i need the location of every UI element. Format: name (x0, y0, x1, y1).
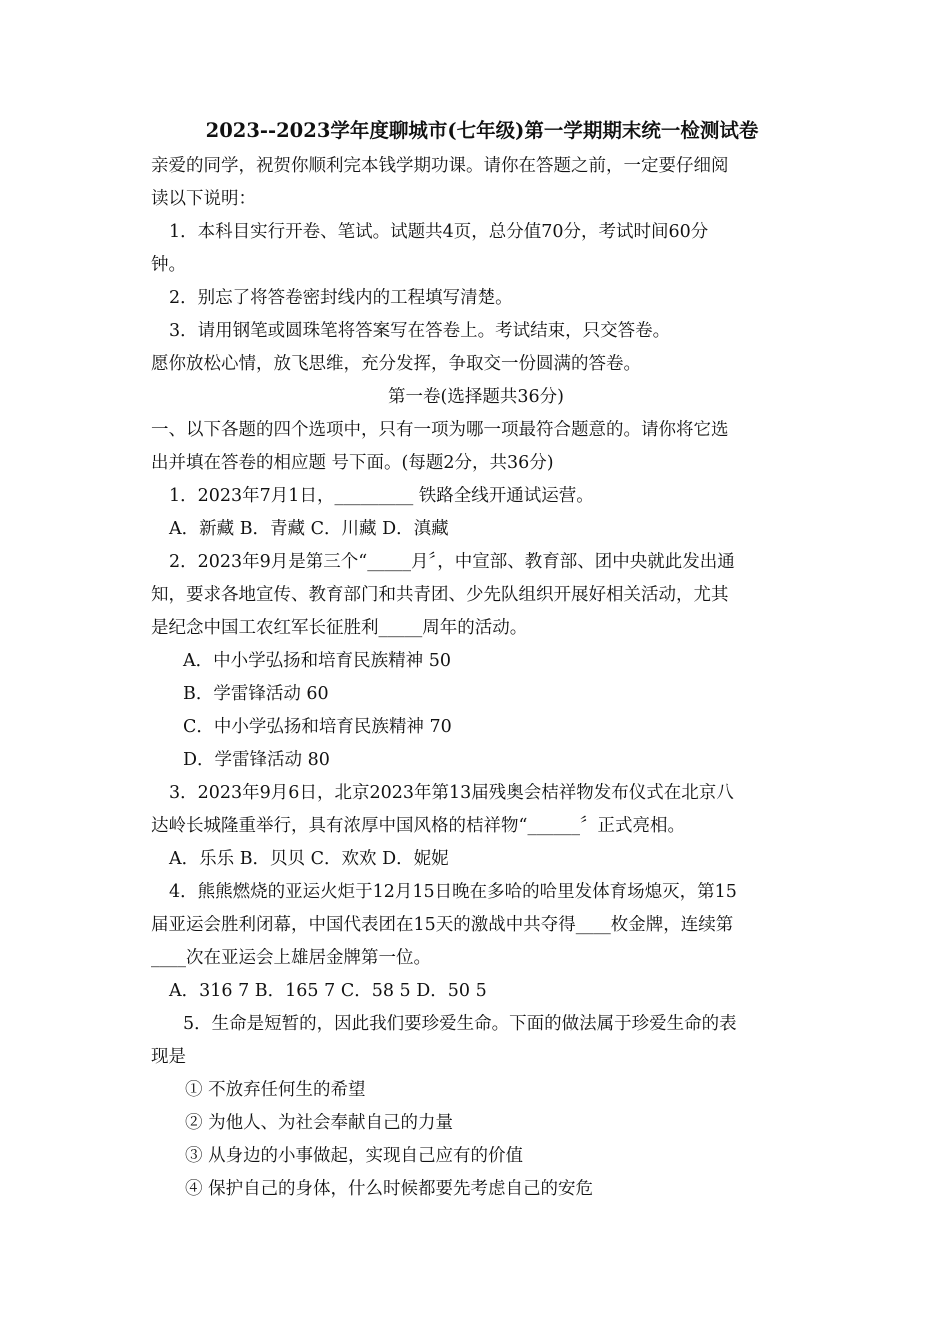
instruction-item-2: 2．别忘了将答卷密封线内的工程填写清楚。 (169, 288, 513, 308)
question-4-stem: 4．熊熊燃烧的亚运火炬于12月15日晚在多哈的哈里发体育场熄灭，第15 (169, 882, 737, 902)
question-1-options: A．新藏 B．青藏 C．川藏 D．滇藏 (169, 519, 449, 539)
section-instruction: 一、以下各题的四个选项中，只有一项为哪一项最符合题意的。请你将它选 (151, 420, 729, 440)
instruction-item-1: 1．本科目实行开卷、笔试。试题共4页，总分值70分，考试时间60分 (169, 222, 709, 242)
section-heading: 第一卷(选择题共36分) (388, 387, 564, 407)
exam-page (151, 112, 801, 1206)
section-instruction: 出并填在答卷的相应题 号下面。(每题2分，共36分) (151, 453, 554, 473)
instruction-item-1-cont: 钟。 (151, 255, 186, 275)
question-4-stem: 届亚运会胜利闭幕，中国代表团在15天的激战中共夺得____枚金牌，连续第 (151, 915, 734, 935)
question-3-options: A．乐乐 B．贝贝 C．欢欢 D．妮妮 (169, 849, 449, 869)
question-2-option-c: C．中小学弘扬和培育民族精神 70 (183, 717, 452, 737)
question-2-stem: 是纪念中国工农红军长征胜利_____周年的活动。 (151, 618, 528, 638)
question-5-item-2: ② 为他人、为社会奉献自己的力量 (185, 1113, 454, 1133)
question-3-stem: 达岭长城隆重举行，具有浓厚中国风格的桔祥物“______〞正式亮相。 (151, 816, 685, 836)
question-4-options: A．316 7 B．165 7 C．58 5 D．50 5 (169, 981, 487, 1001)
question-5-item-4: ④ 保护自己的身体，什么时候都要先考虑自己的安危 (185, 1179, 594, 1199)
intro-closing: 愿你放松心情，放飞思维，充分发挥，争取交一份圆满的答卷。 (151, 354, 641, 374)
question-1-stem: 1．2023年7月1日，_________ 铁路全线开通试运营。 (169, 486, 594, 506)
question-5-stem: 现是 (151, 1047, 186, 1067)
instruction-item-3: 3．请用钢笔或圆珠笔将答案写在答卷上。考试结束，只交答卷。 (169, 321, 671, 341)
question-3-stem: 3．2023年9月6日，北京2023年第13届残奥会桔祥物发布仪式在北京八 (169, 783, 734, 803)
question-5-item-3: ③ 从身边的小事做起，实现自己应有的价值 (185, 1146, 524, 1166)
question-5-stem: 5．生命是短暂的，因此我们要珍爱生命。下面的做法属于珍爱生命的表 (183, 1014, 737, 1034)
question-2-stem: 知，要求各地宣传、教育部门和共青团、少先队组织开展好相关活动，尤其 (151, 585, 729, 605)
question-5-item-1: ① 不放弃任何生的希望 (185, 1080, 366, 1100)
question-2-option-d: D．学雷锋活动 80 (183, 750, 330, 770)
question-2-stem: 2．2023年9月是第三个“_____月〞，中宣部、教育部、团中央就此发出通 (169, 552, 735, 572)
question-4-stem: ____次在亚运会上雄居金牌第一位。 (151, 948, 431, 968)
intro-line: 读以下说明： (151, 189, 256, 209)
exam-title: 2023--2023学年度聊城市(七年级)第一学期期末统一检测试卷 (205, 119, 759, 142)
question-2-option-a: A．中小学弘扬和培育民族精神 50 (183, 651, 451, 671)
intro-line: 亲爱的同学，祝贺你顺利完本钱学期功课。请你在答题之前，一定要仔细阅 (151, 156, 729, 176)
question-2-option-b: B．学雷锋活动 60 (183, 684, 329, 704)
